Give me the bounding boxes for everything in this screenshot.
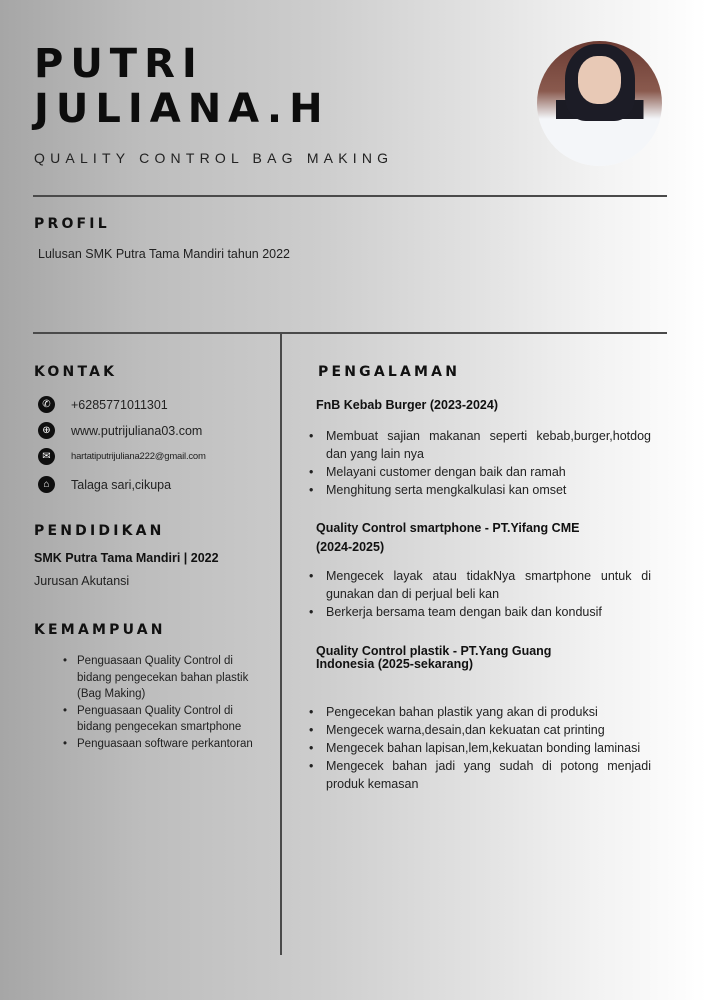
website-link[interactable]: www.putrijuliana03.com [71, 423, 203, 438]
contact-website [38, 422, 202, 439]
kemampuan-heading: KEMAMPUAN [34, 622, 166, 638]
job-point: • Menghitung serta mengkalkulasi kan omset [326, 481, 651, 499]
email-link[interactable]: hartatiputrijuliana222@gmail.com [71, 451, 206, 462]
skill-item: • Penguasaan software perkantoran [77, 736, 262, 753]
profil-text: Lulusan SMK Putra Tama Mandiri tahun 2022 [38, 247, 291, 261]
school-name: SMK Putra Tama Mandiri | 2022 [34, 551, 219, 565]
profile-photo [537, 41, 662, 166]
name-line-2: JULIANA.H [34, 86, 330, 132]
kontak-heading: KONTAK [34, 364, 118, 380]
phone-number: +6285771011301 [71, 397, 168, 412]
phone-icon: ✆ [38, 396, 55, 413]
school-major: Jurusan Akutansi [34, 574, 130, 588]
job-point: • Berkerja bersama team dengan baik dan kondusif [326, 603, 651, 621]
header-divider [33, 195, 667, 197]
skill-item: • Penguasaan Quality Control di bidang pengecekan smartphone [77, 703, 262, 736]
job-point: • Mengecek layak atau tidakNya smartphone untuk di gunakan dan di perjual beli kan [326, 567, 651, 603]
photo-face [578, 56, 621, 104]
globe-icon: ⊕ [38, 422, 55, 439]
job-point: • Pengecekan bahan plastik yang akan di produksi [326, 703, 651, 721]
full-name [34, 42, 330, 132]
job-point: • Mengecek bahan jadi yang sudah di potong menjadi produk kemasan [326, 757, 651, 793]
contact-phone [38, 396, 168, 413]
job-point: • Membuat sajian makanan seperti kebab,burger,hotdog dan yang lain nya [326, 427, 651, 463]
job-point: • Mengecek bahan lapisan,lem,kekuatan bonding laminasi [326, 739, 651, 757]
name-line-1: PUTRI [34, 41, 204, 87]
pengalaman-heading: PENGALAMAN [318, 364, 461, 380]
job-title-2: Quality Control smartphone - PT.Yifang CME (2024-2025) [316, 521, 580, 554]
job-point: • Melayani customer dengan baik dan ramah [326, 463, 651, 481]
job-title-3: Quality Control plastik - PT.Yang Guang Indonesia (2025-sekarang) [316, 644, 552, 671]
job-2-points [326, 567, 651, 621]
job-point: • Mengecek warna,desain,dan kekuatan cat printing [326, 721, 651, 739]
skills-list [77, 653, 262, 752]
pendidikan-heading: PENDIDIKAN [34, 523, 165, 539]
job-title-1: FnB Kebab Burger (2023-2024) [316, 398, 499, 412]
job-3-points [326, 703, 651, 793]
address-text: Talaga sari,cikupa [71, 477, 172, 492]
skill-item: • Penguasaan Quality Control di bidang pengecekan bahan plastik (Bag Making) [77, 653, 262, 703]
profil-heading: PROFIL [34, 216, 110, 232]
contact-address [38, 476, 171, 493]
contact-email [38, 448, 206, 465]
column-divider [280, 334, 282, 955]
section-divider [33, 332, 667, 334]
job-title: QUALITY CONTROL BAG MAKING [34, 150, 394, 166]
photo-shirt [537, 119, 662, 167]
job-1-points [326, 427, 651, 499]
home-icon: ⌂ [38, 476, 55, 493]
mail-icon: ✉ [38, 448, 55, 465]
